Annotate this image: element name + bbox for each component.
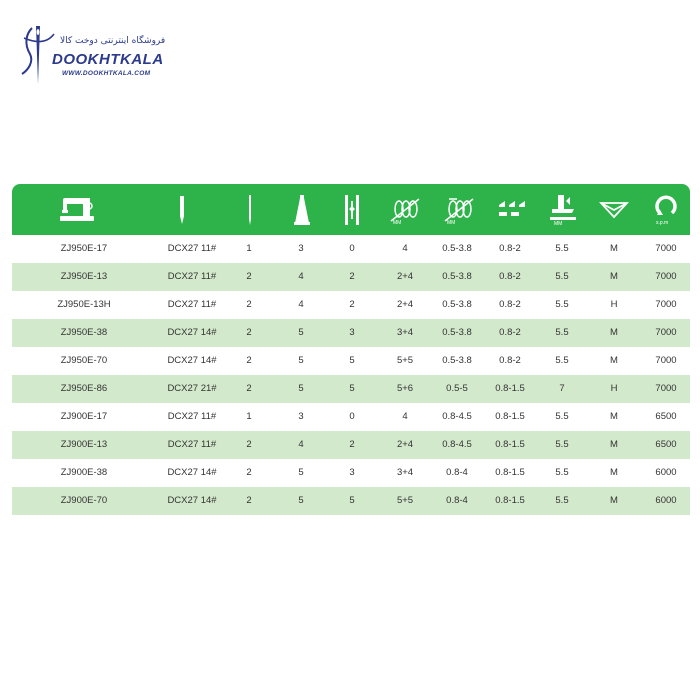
spec-table — [12, 184, 690, 515]
cell-stitch-width: 2+4 — [396, 299, 414, 310]
cell-thread-count: 4 — [298, 299, 304, 310]
cell-max-speed: 7000 — [655, 243, 677, 254]
table-row — [12, 291, 690, 319]
cell-presser-foot: 0 — [349, 243, 355, 254]
cell-model: ZJ900E-38 — [60, 467, 108, 478]
cell-differential-feed: 0.8-2 — [499, 355, 521, 366]
table-header — [12, 184, 690, 235]
cell-thread-count: 5 — [298, 495, 304, 506]
cell-stitch-length: 0.5-3.8 — [442, 299, 472, 310]
cell-differential-feed: 0.8-2 — [499, 327, 521, 338]
table-body — [12, 235, 690, 515]
cell-thread-count: 5 — [298, 327, 304, 338]
cell-needle-count: 2 — [246, 439, 252, 450]
feed-dog-icon — [492, 184, 532, 235]
cell-needle-count: 2 — [246, 495, 252, 506]
cell-presser-foot: 2 — [349, 439, 355, 450]
cell-foot-lift: 5.5 — [555, 411, 569, 422]
cell-max-speed: 6500 — [655, 439, 677, 450]
svg-text:s.p.m: s.p.m — [656, 219, 669, 225]
cell-thread-count: 3 — [298, 243, 304, 254]
cell-needle-system: DCX27 11# — [167, 411, 217, 422]
cell-stitch-length: 0.5-3.8 — [442, 355, 472, 366]
cell-needle-system: DCX27 11# — [167, 299, 217, 310]
cell-stitch-length: 0.5-3.8 — [442, 271, 472, 282]
cell-stitch-length: 0.8-4.5 — [442, 439, 472, 450]
cell-presser-foot: 2 — [349, 299, 355, 310]
table-row — [12, 319, 690, 347]
cell-needle-system: DCX27 14# — [167, 355, 217, 366]
cell-needle-system: DCX27 11# — [167, 271, 217, 282]
cell-foot-lift: 5.5 — [555, 355, 569, 366]
cell-model: ZJ950E-13 — [60, 271, 108, 282]
cell-foot-lift: 5.5 — [555, 243, 569, 254]
presser-foot-icon — [340, 184, 364, 235]
cell-differential-feed: 0.8-1.5 — [495, 411, 525, 422]
cell-needle-count: 2 — [246, 271, 252, 282]
cell-stitch-length: 0.5-3.8 — [442, 243, 472, 254]
svg-text:MM: MM — [554, 220, 563, 225]
cell-presser-foot: 2 — [349, 271, 355, 282]
svg-text:MM: MM — [447, 219, 456, 225]
foot-lift-icon — [546, 184, 580, 235]
cell-stitch-width: 3+4 — [396, 467, 414, 478]
cell-stitch-length: 0.8-4.5 — [442, 411, 472, 422]
cell-needle-system: DCX27 14# — [167, 495, 217, 506]
cell-max-speed: 7000 — [655, 355, 677, 366]
table-row — [12, 459, 690, 487]
speed-icon — [648, 184, 684, 235]
cell-model: ZJ950E-17 — [60, 243, 108, 254]
table-row — [12, 263, 690, 291]
cell-model: ZJ950E-13H — [57, 299, 111, 310]
cell-material-weight: M — [610, 411, 618, 422]
table-row — [12, 235, 690, 263]
cell-foot-lift: 5.5 — [555, 439, 569, 450]
brand-url[interactable]: WWW.DOOKHTKALA.COM — [62, 70, 151, 77]
stitch-length-icon — [439, 184, 479, 235]
cell-max-speed: 6500 — [655, 411, 677, 422]
svg-text:MM: MM — [393, 219, 402, 225]
cell-thread-count: 3 — [298, 411, 304, 422]
cell-material-weight: H — [610, 383, 618, 394]
cell-model: ZJ900E-70 — [60, 495, 108, 506]
cell-differential-feed: 0.8-1.5 — [495, 495, 525, 506]
cell-model: ZJ950E-86 — [60, 383, 108, 394]
table-row — [12, 403, 690, 431]
cell-presser-foot: 5 — [349, 383, 355, 394]
cell-material-weight: M — [610, 439, 618, 450]
cell-stitch-width: 4 — [402, 243, 408, 254]
cell-needle-system: DCX27 14# — [167, 467, 217, 478]
cell-foot-lift: 5.5 — [555, 299, 569, 310]
cell-max-speed: 6000 — [655, 495, 677, 506]
cell-stitch-width: 5+6 — [396, 383, 414, 394]
material-weight-icon — [596, 184, 632, 235]
cell-needle-system: DCX27 11# — [167, 243, 217, 254]
cell-stitch-length: 0.5-3.8 — [442, 327, 472, 338]
cell-material-weight: M — [610, 355, 618, 366]
cell-stitch-width: 4 — [402, 411, 408, 422]
needle-count-icon — [240, 184, 260, 235]
cell-needle-system: DCX27 11# — [167, 439, 217, 450]
cell-stitch-width: 5+5 — [396, 495, 414, 506]
stitch-width-icon — [387, 184, 423, 235]
cell-model: ZJ900E-13 — [60, 439, 108, 450]
cell-foot-lift: 5.5 — [555, 271, 569, 282]
cell-needle-system: DCX27 21# — [167, 383, 217, 394]
cell-model: ZJ950E-70 — [60, 355, 108, 366]
brand-name: DOOKHTKALA — [52, 51, 164, 68]
cell-differential-feed: 0.8-2 — [499, 271, 521, 282]
cell-thread-count: 5 — [298, 383, 304, 394]
needle-icon — [172, 184, 192, 235]
cell-material-weight: M — [610, 495, 618, 506]
cell-needle-count: 2 — [246, 327, 252, 338]
cell-presser-foot: 0 — [349, 411, 355, 422]
cell-differential-feed: 0.8-2 — [499, 299, 521, 310]
cell-differential-feed: 0.8-1.5 — [495, 383, 525, 394]
cell-presser-foot: 5 — [349, 355, 355, 366]
cell-thread-count: 4 — [298, 271, 304, 282]
cell-stitch-length: 0.8-4 — [446, 495, 468, 506]
cell-material-weight: M — [610, 271, 618, 282]
cell-max-speed: 7000 — [655, 383, 677, 394]
cell-foot-lift: 7 — [559, 383, 565, 394]
cell-differential-feed: 0.8-2 — [499, 243, 521, 254]
cell-model: ZJ950E-38 — [60, 327, 108, 338]
cell-needle-count: 2 — [246, 467, 252, 478]
thread-cone-icon — [290, 184, 314, 235]
cell-stitch-width: 2+4 — [396, 271, 414, 282]
cell-max-speed: 7000 — [655, 299, 677, 310]
cell-foot-lift: 5.5 — [555, 495, 569, 506]
table-row — [12, 431, 690, 459]
cell-max-speed: 7000 — [655, 271, 677, 282]
cell-needle-count: 1 — [246, 243, 252, 254]
cell-material-weight: M — [610, 243, 618, 254]
cell-foot-lift: 5.5 — [555, 327, 569, 338]
table-row — [12, 487, 690, 515]
cell-max-speed: 7000 — [655, 327, 677, 338]
cell-differential-feed: 0.8-1.5 — [495, 439, 525, 450]
brand-logo[interactable] — [18, 24, 188, 94]
cell-thread-count: 5 — [298, 355, 304, 366]
table-row — [12, 375, 690, 403]
cell-model: ZJ900E-17 — [60, 411, 108, 422]
cell-stitch-length: 0.5-5 — [446, 383, 468, 394]
cell-differential-feed: 0.8-1.5 — [495, 467, 525, 478]
cell-material-weight: M — [610, 327, 618, 338]
sewing-machine-icon — [52, 184, 102, 235]
cell-needle-count: 1 — [246, 411, 252, 422]
cell-thread-count: 5 — [298, 467, 304, 478]
cell-thread-count: 4 — [298, 439, 304, 450]
cell-needle-system: DCX27 14# — [167, 327, 217, 338]
cell-presser-foot: 3 — [349, 327, 355, 338]
cell-material-weight: M — [610, 467, 618, 478]
cell-stitch-width: 2+4 — [396, 439, 414, 450]
cell-needle-count: 2 — [246, 355, 252, 366]
cell-needle-count: 2 — [246, 299, 252, 310]
brand-persian-name: فروشگاه اینترنتی دوخت کالا — [60, 36, 166, 46]
cell-stitch-width: 3+4 — [396, 327, 414, 338]
cell-material-weight: H — [610, 299, 618, 310]
cell-max-speed: 6000 — [655, 467, 677, 478]
table-row — [12, 347, 690, 375]
cell-stitch-width: 5+5 — [396, 355, 414, 366]
cell-needle-count: 2 — [246, 383, 252, 394]
cell-stitch-length: 0.8-4 — [446, 467, 468, 478]
cell-presser-foot: 3 — [349, 467, 355, 478]
cell-presser-foot: 5 — [349, 495, 355, 506]
cell-foot-lift: 5.5 — [555, 467, 569, 478]
